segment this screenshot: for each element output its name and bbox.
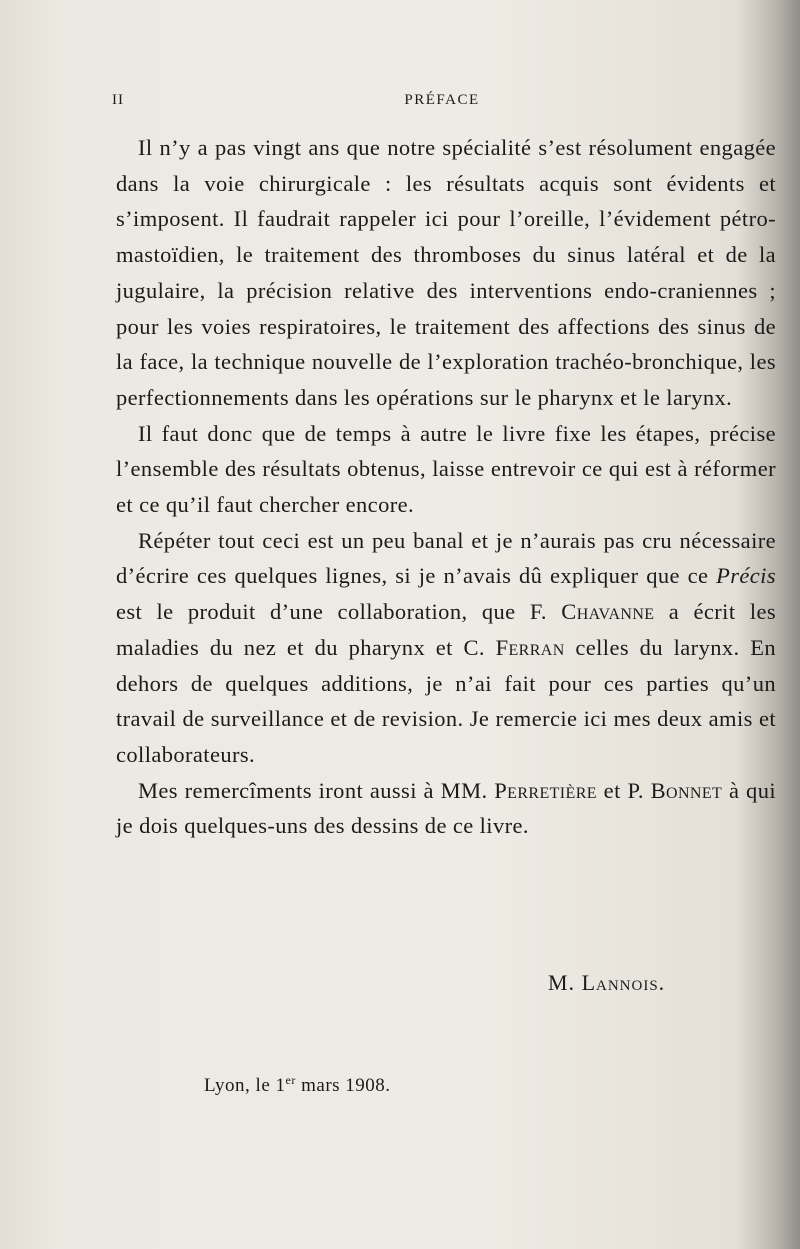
- book-title: Précis: [716, 563, 776, 589]
- author-name: Ferran: [495, 634, 565, 660]
- paragraph-3-text: celles du larynx. En dehors de quelques additions, je n’ai fait pour ces parties qu’un travail de surveillance et de revision. Je remercie ici mes deux amis et collaborateurs.: [116, 634, 777, 767]
- paragraph-4-text: et P.: [596, 777, 651, 803]
- dateline: [204, 1073, 391, 1097]
- page-header: [112, 92, 772, 116]
- paragraph-3: [116, 523, 776, 773]
- dateline-text: Lyon, le 1: [204, 1075, 286, 1096]
- paragraph-4-text: à qui je dois quelques-uns des dessins de ce livre.: [116, 777, 777, 839]
- paragraph-1: Il n’y a pas vingt ans que notre spécialité s’est résolument engagée dans la voie chirurgicale : les résultats acquis sont évidents et s’imposent. Il faudrait rappeler ici pour l’oreille, l’évidement pétro-mastoïdien, le traitement des thromboses du sinus latéral et de la jugulaire, la précision relative des interventions endo-craniennes ; pour les voies respiratoires, le traitement des affections des sinus de la face, la technique nouvelle de l’exploration trachéo-bronchique, les perfectionnements dans les opérations sur le pharynx et le larynx.: [116, 135, 776, 410]
- signature: [548, 970, 665, 996]
- preface-body: [116, 130, 776, 844]
- page-number: II: [112, 92, 124, 108]
- paragraph-4: [116, 773, 776, 844]
- person-name: Perretière: [494, 777, 597, 803]
- dateline-superscript: er: [285, 1073, 296, 1087]
- paragraph-4-text: Mes remercîments iront aussi à MM.: [138, 777, 495, 803]
- paragraph-3-text: a écrit les maladies du nez et du pharynx et C.: [116, 599, 777, 660]
- running-title: PRÉFACE: [404, 92, 480, 108]
- dateline-text: mars 1908.: [295, 1075, 391, 1096]
- paragraph-2: Il faut donc que de temps à autre le livre fixe les étapes, précise l’ensemble des résultats obtenus, laisse entrevoir ce qui est à réformer et ce qu’il faut chercher encore.: [116, 420, 776, 518]
- signature-name: Lannois.: [581, 970, 666, 995]
- author-name: Chavanne: [561, 599, 655, 625]
- person-name: Bonnet: [650, 777, 723, 803]
- paragraph-3-text: Répéter tout ceci est un peu banal et je n’aurais pas cru nécessaire d’écrire ces quelques lignes, si je n’avais dû expliquer que ce: [116, 527, 776, 589]
- paragraph-3-text: est le produit d’une collaboration, que F.: [116, 599, 562, 625]
- signature-initial: M.: [548, 970, 582, 995]
